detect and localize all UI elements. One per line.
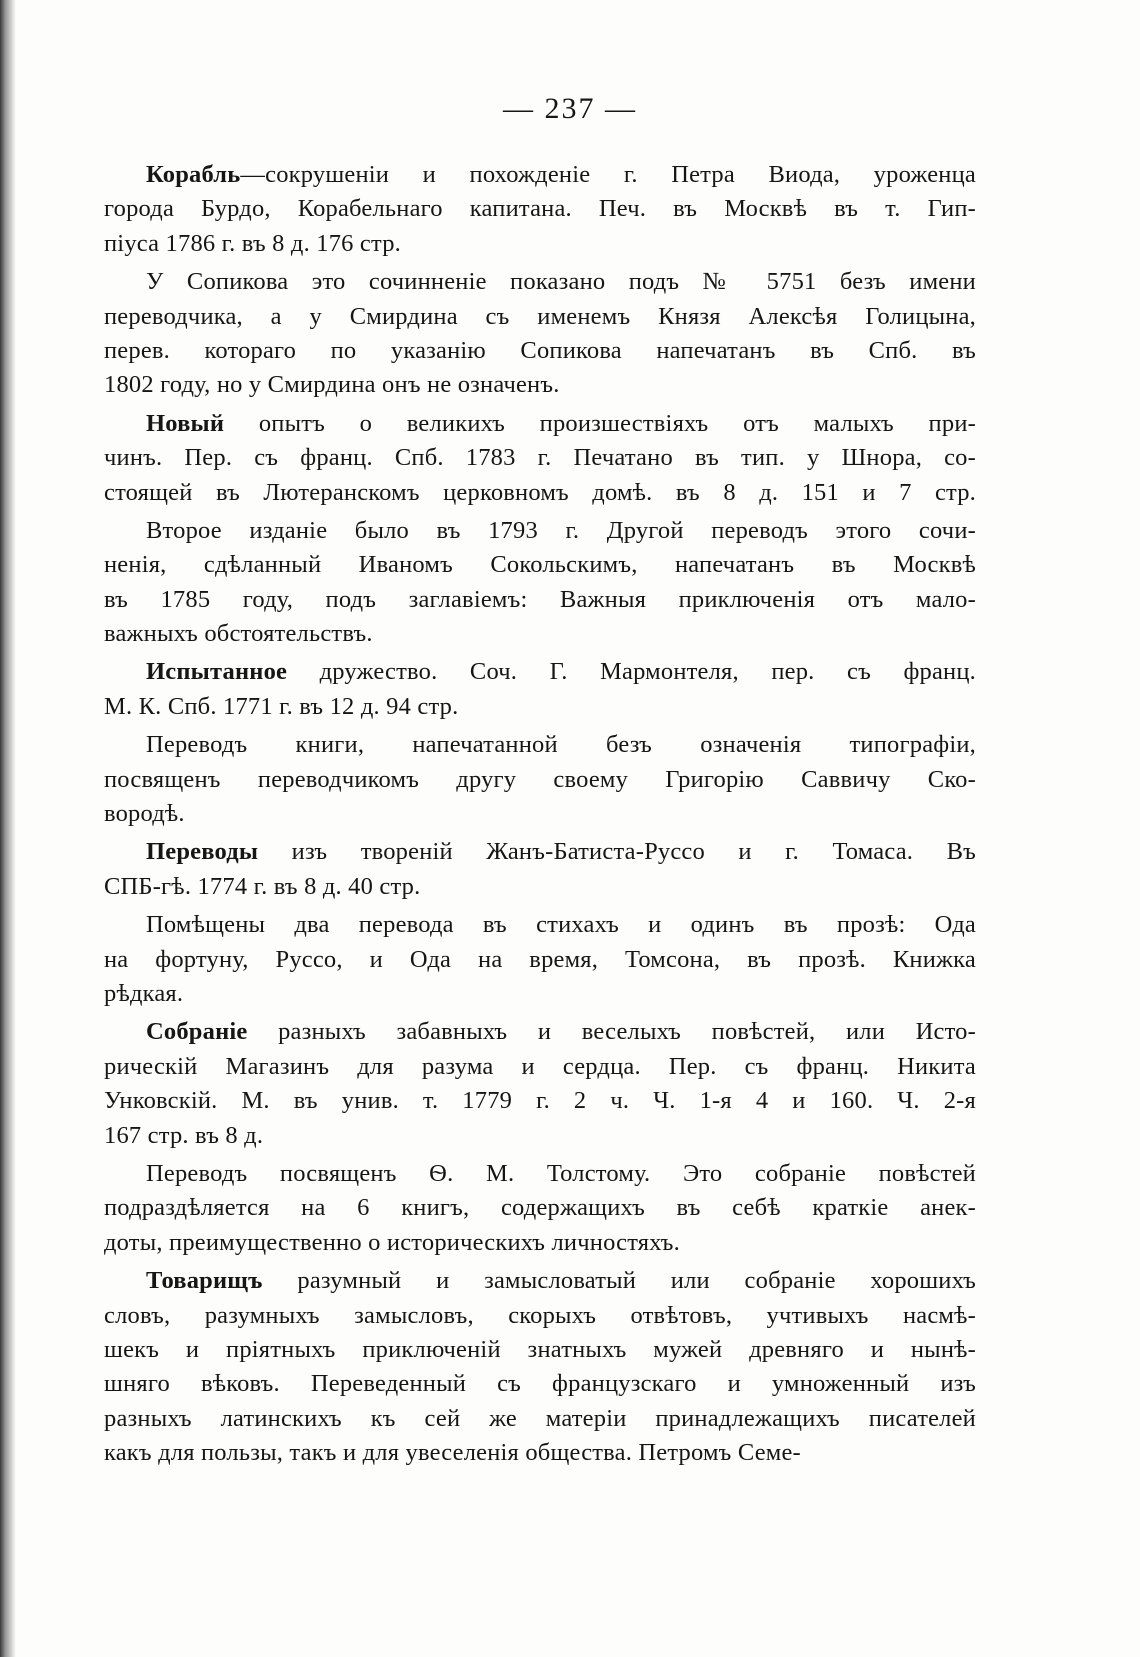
text-line: Переводъ книги, напечатанной безъ означенія типографіи, [146, 731, 976, 759]
text-line: Переводы изъ твореній Жанъ-Батиста-Руссо и г. Томаса. Въ [146, 838, 976, 866]
entry-lead: Испытанное [146, 658, 288, 686]
text-line: въ 1785 году, подъ заглавіемъ: Важныя приключенія отъ мало- [104, 585, 976, 613]
text-line: СПБ-гѣ. 1774 г. въ 8 д. 40 стр. [104, 872, 421, 900]
entry-perevody [104, 835, 976, 904]
text-line: доты, преимущественно о историческихъ личностяхъ. [104, 1228, 680, 1256]
text-line: важныхъ обстоятельствъ. [104, 620, 373, 648]
text-line: какъ для пользы, такъ и для увеселенія общества. Петромъ Семе- [104, 1439, 801, 1467]
text-line: рическій Магазинъ для разума и сердца. Пер. съ франц. Никита [104, 1052, 976, 1080]
text-line: Унковскій. М. въ унив. т. 1779 г. 2 ч. Ч. 1-я 4 и 160. Ч. 2-я [104, 1087, 976, 1115]
text-line: на фортуну, Руссо, и Ода на время, Томсона, въ прозѣ. Книжка [104, 945, 976, 973]
note-paragraph [104, 265, 976, 403]
note-paragraph [104, 514, 976, 652]
note-paragraph [104, 728, 976, 831]
text-line: М. К. Спб. 1771 г. въ 12 д. 94 стр. [104, 692, 459, 720]
text-line: ненія, сдѣланный Иваномъ Сокольскимъ, напечатанъ въ Москвѣ [104, 551, 976, 579]
text-line: города Бурдо, Корабельнаго капитана. Печ. въ Москвѣ въ т. Гип- [104, 195, 976, 223]
text-line: Новый опытъ о великихъ произшествіяхъ отъ малыхъ при- [146, 409, 976, 437]
text-line: подраздѣляется на 6 книгъ, содержащихъ въ себѣ краткіе анек- [104, 1194, 976, 1222]
entry-tovarishch [104, 1264, 976, 1470]
text-line: Собраніе разныхъ забавныхъ и веселыхъ повѣстей, или Исто- [146, 1018, 976, 1046]
entry-ispytannoe [104, 655, 976, 724]
text-line: рѣдкая. [104, 979, 184, 1007]
entry-korabl [104, 158, 976, 261]
entry-lead: Собраніе [146, 1018, 248, 1046]
text-line: Второе изданіе было въ 1793 г. Другой переводъ этого сочи- [146, 516, 976, 544]
text-line: 167 стр. въ 8 д. [104, 1121, 264, 1149]
text-line: вородѣ. [104, 800, 185, 828]
entry-lead: Товарищъ [146, 1267, 263, 1295]
text-line: переводчика, а у Смирдина съ именемъ Князя Алексѣя Голицына, [104, 302, 976, 330]
text-line: піуса 1786 г. въ 8 д. 176 стр. [104, 229, 401, 257]
text-line: разныхъ латинскихъ къ сей же матеріи принадлежащихъ писателей [104, 1404, 976, 1432]
text-block [104, 158, 976, 1474]
note-paragraph [104, 1157, 976, 1260]
text-line: Переводъ посвященъ Ѳ. М. Толстому. Это собраніе повѣстей [146, 1159, 976, 1187]
text-line: перев. котораго по указанію Сопикова напечатанъ въ Спб. въ [104, 336, 976, 364]
text-line: 1802 году, но у Смирдина онъ не означенъ. [104, 371, 560, 399]
text-line: шняго вѣковъ. Переведенный съ французскаго и умноженный изъ [104, 1370, 976, 1398]
text-line: шекъ и пріятныхъ приключеній знатныхъ мужей древняго и нынѣ- [104, 1335, 976, 1363]
scan-edge-shadow [0, 0, 16, 1657]
entry-lead: Переводы [146, 838, 259, 866]
text-line: стоящей въ Лютеранскомъ церковномъ домѣ. въ 8 д. 151 и 7 стр. [104, 478, 976, 506]
entry-sobranie [104, 1015, 976, 1153]
entry-lead: Корабль [146, 161, 241, 188]
page-number: — 237 — [503, 92, 637, 125]
text-line: словъ, разумныхъ замысловъ, скорыхъ отвѣтовъ, учтивыхъ насмѣ- [104, 1301, 976, 1329]
text-line: Товарищъ разумный и замысловатый или собраніе хорошихъ [146, 1267, 976, 1295]
entry-lead: Новый [146, 409, 225, 437]
text-line: Испытанное дружество. Соч. Г. Мармонтеля, пер. съ франц. [146, 658, 976, 686]
text-line: чинъ. Пер. съ франц. Спб. 1783 г. Печатано въ тип. у Шнора, со- [104, 444, 976, 472]
text-line: посвященъ переводчикомъ другу своему Григорію Саввичу Ско- [104, 765, 976, 793]
note-paragraph [104, 908, 976, 1011]
text-line: Корабль—сокрушеніи и похожденіе г. Петра Виода, уроженца [146, 161, 976, 188]
text-line: Помѣщены два перевода въ стихахъ и одинъ въ прозѣ: Ода [146, 911, 976, 939]
text-line: У Сопикова это сочинненіе показано подъ № 5751 безъ имени [146, 268, 976, 296]
entry-noviy [104, 407, 976, 510]
